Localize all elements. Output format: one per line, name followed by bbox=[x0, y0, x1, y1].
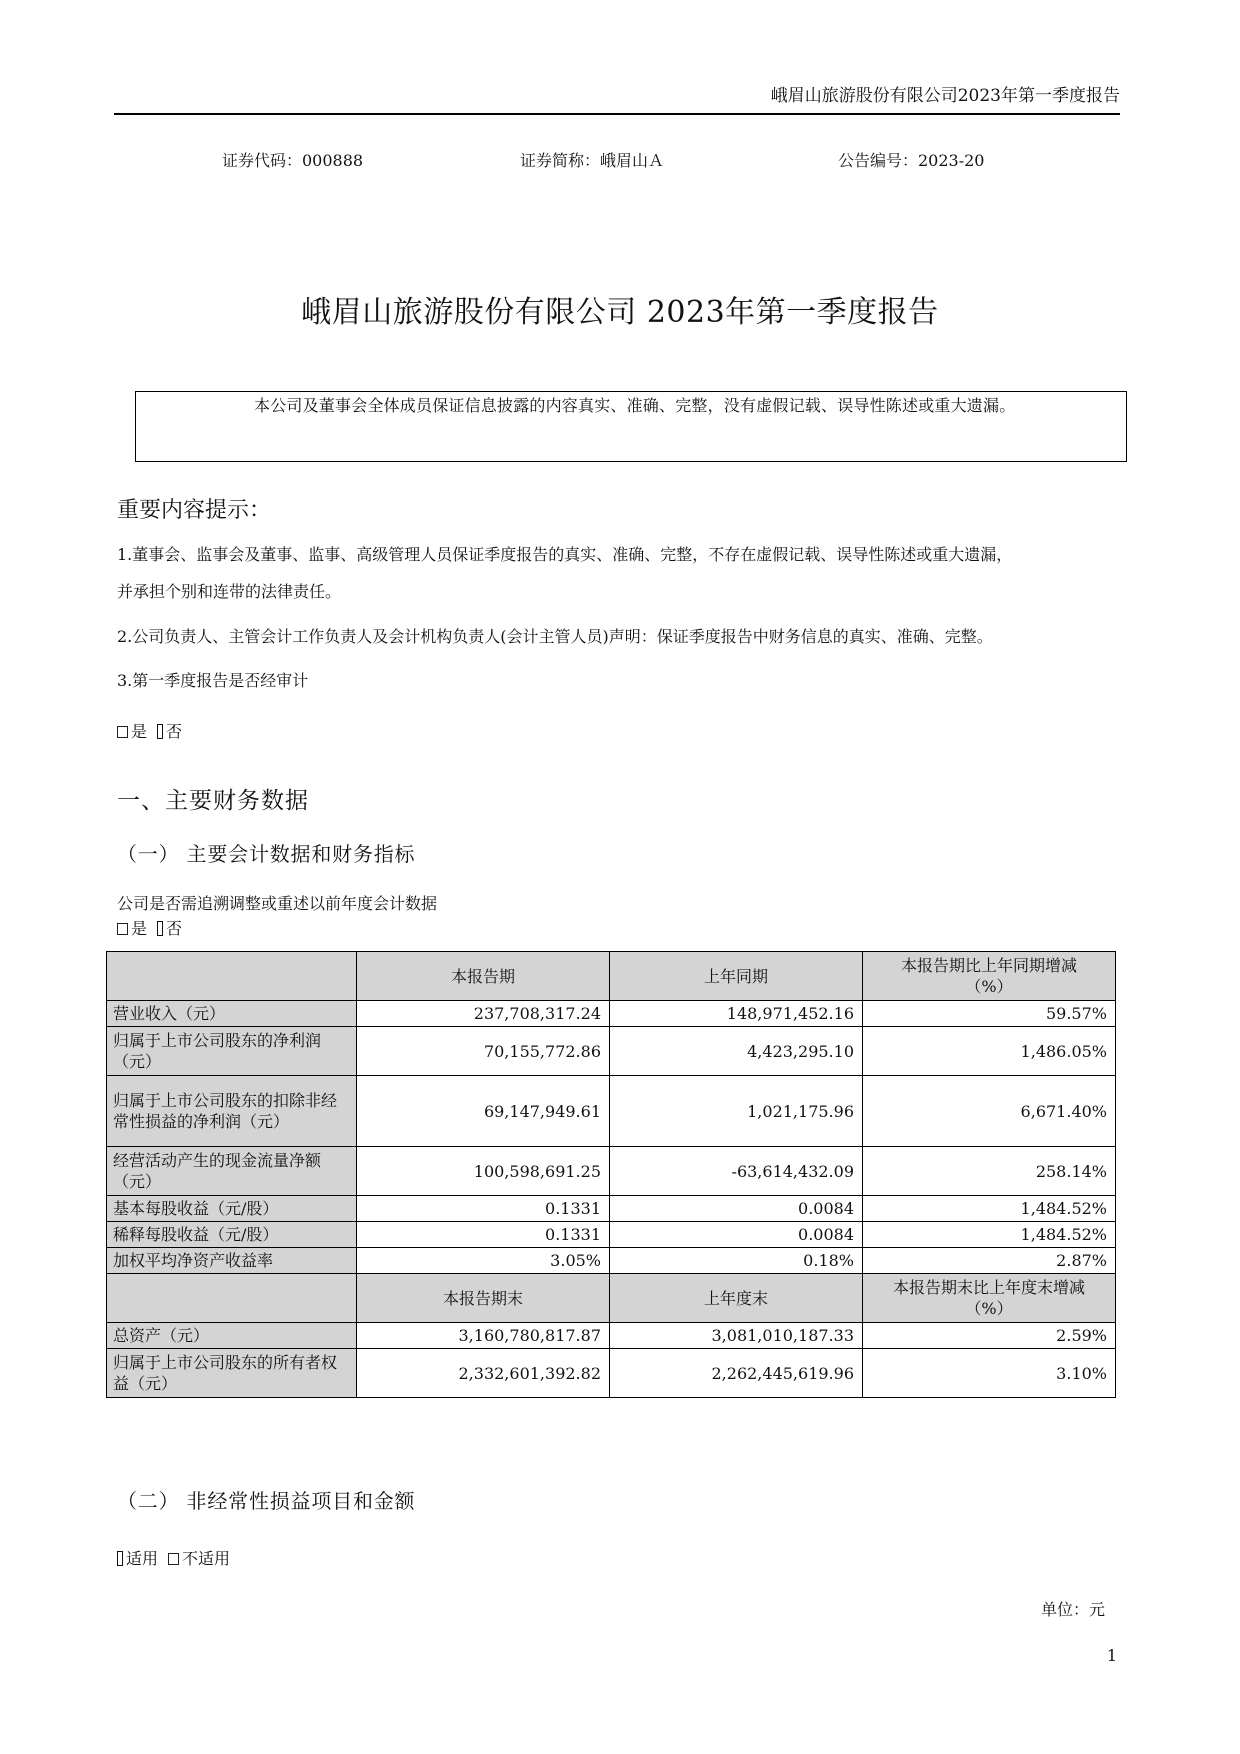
row-label: 总资产（元） bbox=[107, 1323, 357, 1349]
header-period-end: 本报告期末 bbox=[357, 1274, 610, 1323]
current-value: 237,708,317.24 bbox=[357, 1001, 610, 1027]
header-change: 本报告期比上年同期增减 （%） bbox=[863, 952, 1116, 1001]
change-value: 1,484.52% bbox=[863, 1196, 1116, 1222]
change-value: 2.87% bbox=[863, 1248, 1116, 1274]
checkbox-checked-icon bbox=[157, 724, 163, 739]
prior-value: 3,081,010,187.33 bbox=[610, 1323, 863, 1349]
current-value: 2,332,601,392.82 bbox=[357, 1349, 610, 1398]
current-value: 69,147,949.61 bbox=[357, 1076, 610, 1147]
checkbox-unchecked-icon bbox=[117, 726, 128, 738]
subsection-heading-non-recurring: （二） 非经常性损益项目和金额 bbox=[117, 1489, 416, 1513]
statement-box bbox=[135, 391, 1127, 462]
table-row bbox=[107, 1248, 1116, 1274]
row-label: 经营活动产生的现金流量净额（元） bbox=[107, 1147, 357, 1196]
table-header-row bbox=[107, 1274, 1116, 1323]
row-label: 营业收入（元） bbox=[107, 1001, 357, 1027]
change-value: 59.57% bbox=[863, 1001, 1116, 1027]
row-label: 归属于上市公司股东的扣除非经常性损益的净利润（元） bbox=[107, 1076, 357, 1147]
applicability-options bbox=[117, 1548, 230, 1570]
change-value: 1,484.52% bbox=[863, 1222, 1116, 1248]
change-value: 6,671.40% bbox=[863, 1076, 1116, 1147]
row-label: 稀释每股收益（元/股） bbox=[107, 1222, 357, 1248]
announcement-number: 公告编号：2023-20 bbox=[838, 151, 985, 170]
option-applicable[interactable]: 适用 bbox=[117, 1549, 158, 1568]
header-current-period: 本报告期 bbox=[357, 952, 610, 1001]
current-value: 0.1331 bbox=[357, 1222, 610, 1248]
current-value: 3.05% bbox=[357, 1248, 610, 1274]
change-value: 1,486.05% bbox=[863, 1027, 1116, 1076]
header-prior-period: 上年同期 bbox=[610, 952, 863, 1001]
table-row bbox=[107, 1323, 1116, 1349]
header-prior-year-end: 上年度末 bbox=[610, 1274, 863, 1323]
checkbox-checked-icon bbox=[117, 1551, 123, 1566]
current-value: 70,155,772.86 bbox=[357, 1027, 610, 1076]
checkbox-unchecked-icon bbox=[117, 923, 128, 935]
subsection-heading-key-indicators: （一） 主要会计数据和财务指标 bbox=[117, 842, 416, 866]
audit-option-yes[interactable]: 是 bbox=[117, 722, 147, 741]
important-item-1-line-2: 并承担个别和连带的法律责任。 bbox=[117, 582, 342, 601]
audit-options bbox=[117, 721, 182, 743]
important-heading: 重要内容提示： bbox=[117, 498, 272, 523]
section-heading-financial-data: 一、主要财务数据 bbox=[117, 788, 309, 814]
unit-label: 单位：元 bbox=[1040, 1600, 1105, 1619]
current-value: 0.1331 bbox=[357, 1196, 610, 1222]
prior-value: 0.0084 bbox=[610, 1222, 863, 1248]
header-blank bbox=[107, 1274, 357, 1323]
table-row bbox=[107, 1076, 1116, 1147]
row-label: 基本每股收益（元/股） bbox=[107, 1196, 357, 1222]
important-item-3: 3.第一季度报告是否经审计 bbox=[117, 671, 309, 690]
change-value: 3.10% bbox=[863, 1349, 1116, 1398]
restatement-option-yes[interactable]: 是 bbox=[117, 919, 147, 938]
row-label: 加权平均净资产收益率 bbox=[107, 1248, 357, 1274]
restatement-question: 公司是否需追溯调整或重述以前年度会计数据 bbox=[117, 894, 438, 913]
prior-value: 1,021,175.96 bbox=[610, 1076, 863, 1147]
header-blank bbox=[107, 952, 357, 1001]
table-row bbox=[107, 1027, 1116, 1076]
table-row bbox=[107, 1349, 1116, 1398]
change-value: 258.14% bbox=[863, 1147, 1116, 1196]
prior-value: 148,971,452.16 bbox=[610, 1001, 863, 1027]
option-not-applicable[interactable]: 不适用 bbox=[168, 1549, 230, 1568]
current-value: 3,160,780,817.87 bbox=[357, 1323, 610, 1349]
key-financial-data-table bbox=[106, 951, 1116, 1398]
document-title: 峨眉山旅游股份有限公司 2023年第一季度报告 bbox=[301, 295, 939, 330]
row-label: 归属于上市公司股东的所有者权益（元） bbox=[107, 1349, 357, 1398]
prior-value: 2,262,445,619.96 bbox=[610, 1349, 863, 1398]
prior-value: 4,423,295.10 bbox=[610, 1027, 863, 1076]
restatement-option-no[interactable]: 否 bbox=[157, 919, 182, 938]
running-header: 峨眉山旅游股份有限公司2023年第一季度报告 bbox=[770, 86, 1120, 106]
table-row bbox=[107, 1001, 1116, 1027]
stock-name: 证券简称：峨眉山Ａ bbox=[520, 151, 665, 170]
table-row bbox=[107, 1196, 1116, 1222]
page-number: 1 bbox=[1106, 1646, 1117, 1665]
current-value: 100,598,691.25 bbox=[357, 1147, 610, 1196]
important-item-1-line-1: 1.董事会、监事会及董事、监事、高级管理人员保证季度报告的真实、准确、完整，不存在虚假记载、误导性陈述或重大遗漏， bbox=[117, 545, 1013, 564]
stock-code: 证券代码：000888 bbox=[222, 151, 364, 170]
audit-option-no[interactable]: 否 bbox=[157, 722, 182, 741]
statement-text: 本公司及董事会全体成员保证信息披露的内容真实、准确、完整，没有虚假记载、误导性陈述或重大遗漏。 bbox=[254, 396, 1016, 415]
header-rule bbox=[114, 113, 1120, 115]
table-row bbox=[107, 1222, 1116, 1248]
header-change: 本报告期末比上年度末增减 （%） bbox=[863, 1274, 1116, 1323]
prior-value: -63,614,432.09 bbox=[610, 1147, 863, 1196]
table-header-row bbox=[107, 952, 1116, 1001]
important-item-2: 2.公司负责人、主管会计工作负责人及会计机构负责人(会计主管人员)声明：保证季度报告中财务信息的真实、准确、完整。 bbox=[117, 627, 993, 646]
table-row bbox=[107, 1147, 1116, 1196]
checkbox-unchecked-icon bbox=[168, 1553, 179, 1565]
prior-value: 0.0084 bbox=[610, 1196, 863, 1222]
restatement-options bbox=[117, 918, 182, 940]
prior-value: 0.18% bbox=[610, 1248, 863, 1274]
row-label: 归属于上市公司股东的净利润（元） bbox=[107, 1027, 357, 1076]
change-value: 2.59% bbox=[863, 1323, 1116, 1349]
checkbox-checked-icon bbox=[157, 921, 163, 936]
